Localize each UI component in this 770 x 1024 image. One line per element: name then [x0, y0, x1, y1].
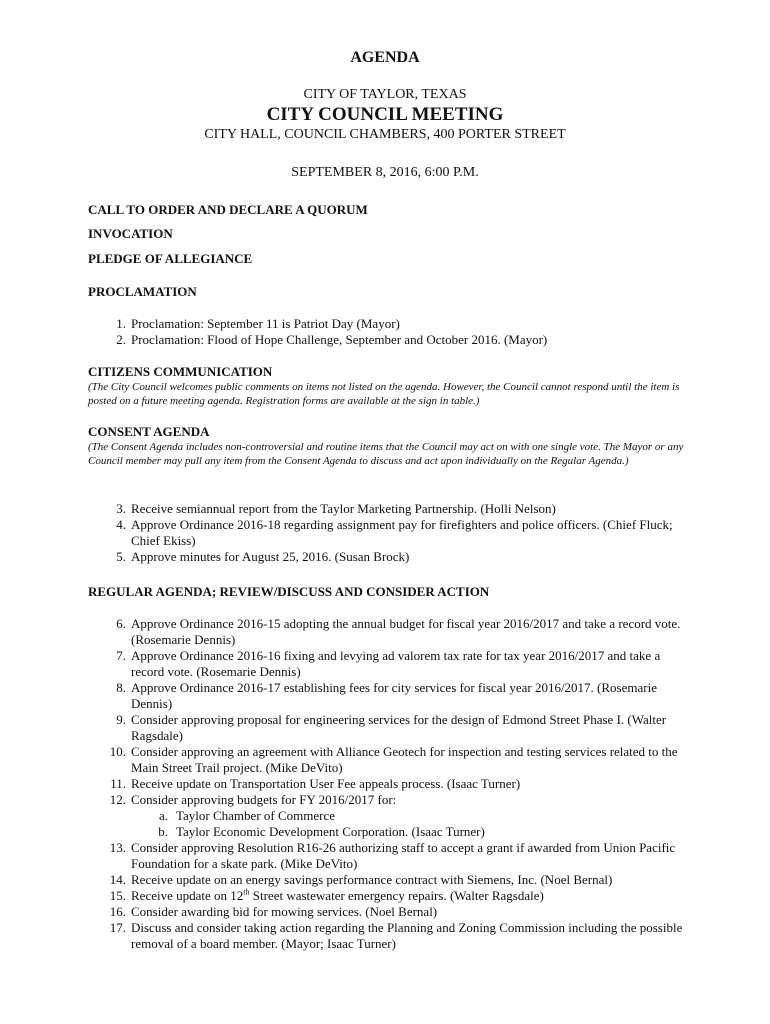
list-item: 12. Consider approving budgets for FY 2016/2017 for: [109, 792, 397, 807]
list-item: 16. Consider awarding bid for mowing services. (Noel Bernal) [109, 904, 438, 919]
list-item: 5. Approve minutes for August 25, 2016. (Susan Brock) [116, 549, 410, 564]
list-item: 10. Consider approving an agreement with Alliance Geotech for inspection and testing services related to the Main Street Trail project. (Mike DeVito) [109, 744, 678, 775]
proclamation-heading: PROCLAMATION [88, 284, 197, 299]
list-item: 3. Receive semiannual report from the Taylor Marketing Partnership. (Holli Nelson) [116, 501, 556, 516]
list-item: 9. Consider approving proposal for engineering services for the design of Edmond Street Phase I. (Walter Ragsdale) [116, 712, 667, 743]
list-item: 1. Proclamation: September 11 is Patriot Day (Mayor) [116, 316, 400, 331]
consent-heading: CONSENT AGENDA [88, 424, 210, 439]
meeting-datetime: SEPTEMBER 8, 2016, 6:00 P.M. [291, 165, 479, 180]
list-item: 17. Discuss and consider taking action regarding the Planning and Zoning Commission including the possible removal of a board member. (Mayor; Isaac Turner) [109, 920, 683, 951]
agenda-title: AGENDA [350, 49, 420, 66]
list-item: 4. Approve Ordinance 2016-18 regarding assignment pay for firefighters and police officers. (Chief Fluck; Chief Ekiss) [116, 517, 673, 548]
list-item: 7. Approve Ordinance 2016-16 fixing and levying ad valorem tax rate for tax year 2016/2017 and take a record vote. (Rosemarie Dennis) [116, 648, 661, 679]
city-name: CITY OF TAYLOR, TEXAS [303, 87, 467, 102]
regular-heading: REGULAR AGENDA; REVIEW/DISCUSS AND CONSIDER ACTION [88, 584, 490, 599]
list-item: 14. Receive update on an energy savings performance contract with Siemens, Inc. (Noel Bernal) [109, 872, 613, 887]
meeting-title: CITY COUNCIL MEETING [266, 104, 504, 125]
meeting-location: CITY HALL, COUNCIL CHAMBERS, 400 PORTER STREET [204, 127, 566, 142]
consent-note: (The Consent Agenda includes non-controversial and routine items that the Council may act on with one single vote. The Mayor or any Council member may pull any item from the Consent Agenda to discuss and act upon individually on the Regular Agenda.) [88, 441, 684, 467]
pledge-heading: PLEDGE OF ALLEGIANCE [88, 251, 253, 266]
citizens-heading: CITIZENS COMMUNICATION [88, 364, 273, 379]
list-subitem: a. Taylor Chamber of Commerce [158, 808, 336, 823]
invocation-heading: INVOCATION [88, 226, 173, 241]
call-to-order-heading: CALL TO ORDER AND DECLARE A QUORUM [88, 202, 368, 217]
list-item: 13. Consider approving Resolution R16-26 authorizing staff to accept a grant if awarded from Union Pacific Foundation for a skate park. (Mike DeVito) [109, 840, 676, 871]
regular-list [0, 616, 770, 952]
proclamation-list [0, 316, 770, 348]
list-item: 11. Receive update on Transportation User Fee appeals process. (Isaac Turner) [110, 776, 521, 791]
list-item: 15. Receive update on 12th Street wastewater emergency repairs. (Walter Ragsdale) [109, 887, 544, 903]
consent-list [0, 501, 770, 565]
list-item: 6. Approve Ordinance 2016-15 adopting the annual budget for fiscal year 2016/2017 and take a record vote. (Rosemarie Dennis) [116, 616, 681, 647]
list-item: 2. Proclamation: Flood of Hope Challenge, September and October 2016. (Mayor) [116, 332, 548, 347]
citizens-note: (The City Council welcomes public comments on items not listed on the agenda. However, the Council cannot respond until the item is posted on a future meeting agenda. Registration forms are available at the sign in table.) [88, 381, 680, 407]
list-subitem: b. Taylor Economic Development Corporation. (Isaac Turner) [158, 824, 485, 839]
list-item: 8. Approve Ordinance 2016-17 establishing fees for city services for fiscal year 2016/2017. (Rosemarie Dennis) [116, 680, 657, 711]
